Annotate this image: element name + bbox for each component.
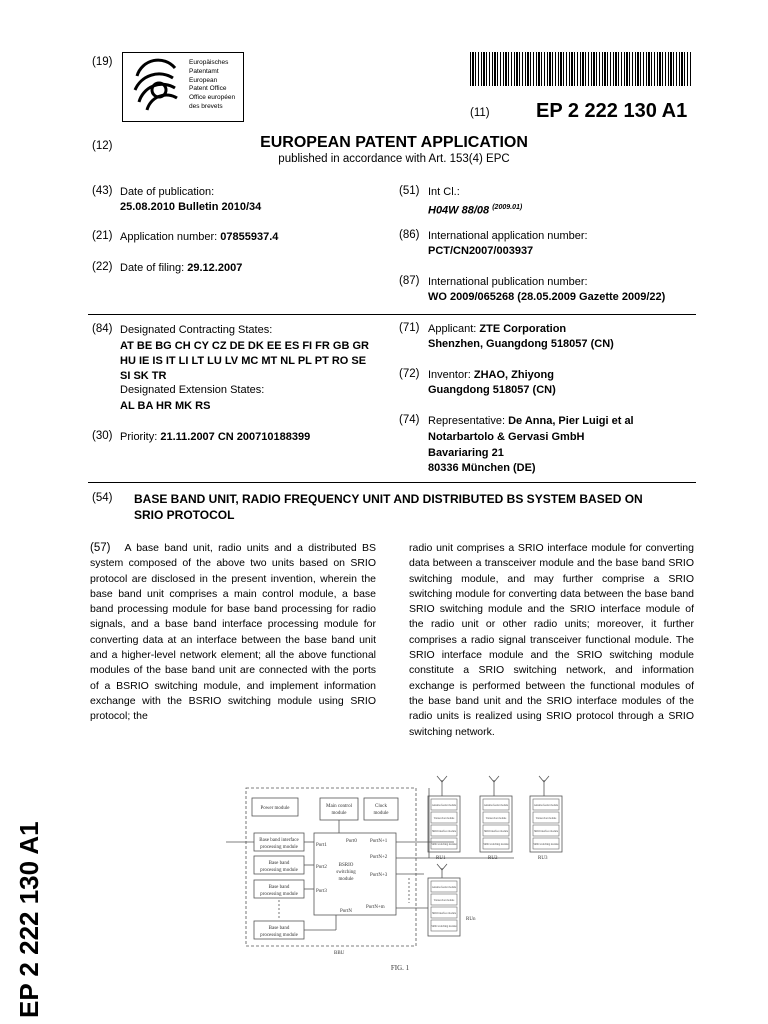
clock-label: Clock	[375, 804, 387, 809]
priority-value: 21.11.2007 CN 200710188399	[160, 431, 311, 443]
divider	[88, 314, 696, 315]
inventor-label: Inventor:	[428, 369, 471, 381]
intl-app-label: International application number:	[428, 230, 588, 242]
barcode	[470, 52, 692, 86]
svg-text:switching: switching	[336, 870, 356, 875]
svg-text:processing module: processing module	[260, 868, 298, 873]
ext-value: AL BA HR MK RS	[120, 400, 211, 412]
inid-74: (74)	[399, 414, 420, 426]
inid-86: (86)	[399, 229, 420, 241]
ru-module-label: SRIO interface module	[431, 912, 457, 915]
port3-label: Port3	[316, 889, 327, 894]
svg-text:module: module	[338, 877, 354, 882]
intl-app-value: PCT/CN2007/003937	[428, 245, 534, 257]
ru-module-label: Transceiver module	[433, 817, 455, 820]
inid-30: (30)	[92, 430, 113, 442]
priority-label: Priority:	[120, 431, 158, 443]
intl-pub-value: WO 2009/065268 (28.05.2009 Gazette 2009/22)	[428, 291, 666, 303]
ru1-label: RU1	[436, 856, 446, 861]
divider	[88, 482, 696, 483]
clock-module-box	[364, 798, 398, 820]
doc-subtitle: published in accordance with Art. 153(4) EPC	[278, 153, 510, 165]
pub-date-value: 25.08.2010 Bulletin 2010/34	[120, 201, 262, 213]
epo-logo-box	[122, 52, 244, 122]
svg-text:processing module: processing module	[260, 845, 298, 850]
figure-caption: FIG. 1	[390, 964, 410, 972]
ru-module-label: Antenna feeder module	[431, 804, 457, 807]
svg-text:processing module: processing module	[260, 933, 298, 938]
power-module-label: Power module	[260, 806, 290, 811]
portn1-label: PortN+1	[370, 839, 388, 844]
inid-72: (72)	[399, 368, 420, 380]
inid-54: (54)	[92, 492, 113, 504]
ru-module-label: SRIO switching module	[431, 843, 457, 846]
ru-module-label: SRIO switching module	[533, 843, 559, 846]
applicant-name: ZTE Corporation	[479, 323, 567, 335]
filing-value: 29.12.2007	[187, 262, 243, 274]
states-list: AT BE BG CH CY CZ DE DK EE ES FI FR GB GR HU IE IS IT LI LT LU LV MC MT NL PL PT RO SE SI SK TR	[120, 340, 369, 382]
bsrio-label: BSRIO	[338, 863, 354, 868]
svg-text:processing module: processing module	[260, 892, 298, 897]
spine-publication-number: EP 2 222 130 A1	[14, 821, 44, 1018]
abstract-left	[90, 541, 376, 725]
office-name: Europäisches Patentamt European Patent Office Office européen des brevets	[189, 59, 236, 110]
ru-module-label: Transceiver module	[535, 817, 557, 820]
states-label: Designated Contracting States:	[120, 324, 273, 336]
svg-text:module: module	[373, 811, 389, 816]
bbp1-label: Base band	[268, 861, 290, 866]
ru3-label: RU3	[538, 856, 548, 861]
intcl-code: (2009.01)	[492, 204, 523, 211]
intcl-label: Int Cl.:	[428, 186, 460, 198]
inid-51: (51)	[399, 185, 420, 197]
representative-label: Representative:	[428, 415, 506, 427]
inid-19: (19)	[92, 56, 113, 68]
port1-label: Port1	[316, 843, 327, 848]
abstract-text-left: A base band unit, radio units and a distributed BS system composed of the above two units based on SRIO protocol are disclosed in the present invention, wherein the base band unit comprises a main control module, a base band processing module for base band processing for radio signals, and a base band interface processing module for converting data at an interface between the base band unit and a higher-level network element; all the above functional modules of the base band unit are connected with the ports of a BSRIO switching module, and implement information exchange with the BSRIO switching module using SRIO protocol; the	[90, 542, 376, 723]
portn2-label: PortN+2	[370, 855, 388, 860]
portn-label: PortN	[340, 909, 352, 914]
port0-label: Port0	[346, 839, 357, 844]
ru-module-label: SRIO switching module	[483, 843, 509, 846]
svg-text:module: module	[331, 811, 347, 816]
inid-11: (11)	[470, 107, 490, 119]
doc-type: EUROPEAN PATENT APPLICATION	[260, 134, 528, 151]
inid-21: (21)	[92, 230, 113, 242]
representative-name: De Anna, Pier Luigi et al	[508, 415, 634, 427]
representative-address: Notarbartolo & Gervasi GmbH Bavariaring 21 80336 München (DE)	[428, 431, 585, 474]
ru-module-label: Antenna feeder module	[533, 804, 559, 807]
applicant-address: Shenzhen, Guangdong 518057 (CN)	[428, 338, 614, 350]
figure-1-diagram	[224, 758, 576, 972]
portnm-label: PortN+m	[366, 905, 385, 910]
bbu-label: BBU	[334, 951, 345, 956]
intcl-value: H04W 88/08	[428, 204, 490, 217]
portn3-label: PortN+3	[370, 873, 388, 878]
publication-number: EP 2 222 130 A1	[536, 100, 688, 122]
inid-87: (87)	[399, 275, 420, 287]
app-number-label: Application number:	[120, 231, 218, 243]
intl-pub-label: International publication number:	[428, 276, 588, 288]
port2-label: Port2	[316, 865, 327, 870]
bbp2-label: Base band	[268, 885, 290, 890]
inventor-name: ZHAO, Zhiyong	[473, 369, 554, 381]
ru-module-label: SRIO interface module	[533, 830, 559, 833]
ru2-label: RU2	[488, 856, 498, 861]
ru-module-label: Antenna feeder module	[483, 804, 509, 807]
ru-module-label: Transceiver module	[485, 817, 507, 820]
inventor-address: Guangdong 518057 (CN)	[428, 384, 556, 396]
ru-module-label: SRIO interface module	[431, 830, 457, 833]
main-control-label: Main control	[326, 804, 352, 809]
inid-43: (43)	[92, 185, 113, 197]
ru-module-label: Transceiver module	[433, 899, 455, 902]
epo-logo-icon	[129, 56, 185, 118]
app-number-value: 07855937.4	[220, 231, 279, 243]
abstract-right: radio unit comprises a SRIO interface module for converting data between a transceiver module and the base band SRIO switching module, and may further comprise a SRIO switching module for converting data between the base band SRIO switching module and the SRIO interface module of the radio unit or other radio units; moreover, it further comprises a radio signal transceiver functional module. The SRIO interface module and the SRIO switching module constitute a SRIO switching network, and information exchange is performed between the functional modules of the base band unit and the SRIO interface modules of the radio units is realized using SRIO protocol through a SRIO switching network.	[409, 542, 694, 738]
ext-label: Designated Extension States:	[120, 384, 265, 396]
inid-22: (22)	[92, 261, 113, 273]
ru-module-label: Antenna feeder module	[431, 886, 457, 889]
ru-module-label: SRIO switching module	[431, 925, 457, 928]
bb-interface-label: Base band interface	[259, 838, 299, 843]
inid-12: (12)	[92, 140, 113, 152]
inid-71: (71)	[399, 322, 420, 334]
filing-label: Date of filing:	[120, 262, 185, 274]
ru-module-label: SRIO interface module	[483, 830, 509, 833]
run-label: RUn	[466, 917, 476, 922]
main-control-box	[320, 798, 358, 820]
invention-title: BASE BAND UNIT, RADIO FREQUENCY UNIT AND DISTRIBUTED BS SYSTEM BASED ON SRIO PROTOCOL	[134, 492, 643, 522]
inid-57: (57)	[90, 542, 111, 554]
bbp3-label: Base band	[268, 926, 290, 931]
pub-date-label: Date of publication:	[120, 186, 215, 198]
inid-84: (84)	[92, 323, 113, 335]
applicant-label: Applicant:	[428, 323, 477, 335]
